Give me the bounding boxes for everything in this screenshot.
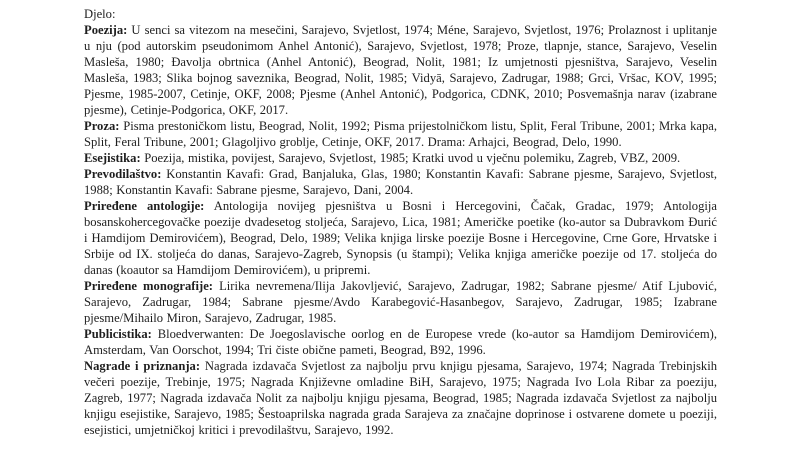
paragraph-label: Publicistika: bbox=[84, 327, 152, 341]
paragraph-prevodilastvo bbox=[84, 166, 717, 198]
paragraph-text: Pisma prestoničkom listu, Beograd, Nolit, 1992; Pisma prijestolničkom listu, Split, Feral Tribune, 2001; Mrka kapa, Split, Feral Tribune, 2001; Glagoljivo groblje, Cetinje, OKF, 2017. Drama: Arhajci, Beograd, Delo, 1990. bbox=[84, 119, 717, 149]
paragraph-proza bbox=[84, 118, 717, 150]
paragraph-label: Esejistika: bbox=[84, 151, 141, 165]
paragraph-text: Antologija novijeg pjesništva u Bosni i Hercegovini, Čačak, Gradac, 1979; Antologija bosanskohercegovačke poezije dvadesetog stoljeća, Sarajevo, Lica, 1981; Američke poetike (ko-autor sa Dubravkom Đurić i Hamdijom Demirovićem), Beograd, Delo, 1989; Velika knjiga lirske poezije Bosne i Hercegovine, Crne Gore, Hrvatske i Srbije od IX. stoljeća do danas, Sarajevo-Zagreb, Synopsis (u štampi); Velika knjiga američke poezije od 17. stoljeća do danas (koautor sa Hamdijom Demirovićem), u pripremi. bbox=[84, 199, 717, 277]
paragraph-label: Priređene monografije: bbox=[84, 279, 213, 293]
paragraph-text: U senci sa vitezom na mesečini, Sarajevo, Svjetlost, 1974; Méne, Sarajevo, Svjetlost, 1976; Prolaznost i uplitanje u nju (pod autorskim pseudonimom Anhel Antonić), Sarajevo, Svjetlost, 1978; Proze, tlapnje, stance, Sarajevo, Veselin Masleša, 1980; Đavolja obrtnica (Anhel Antonić), Beograd, Nolit, 1981; Iz umjetnosti pjesništva, Sarajevo, Veselin Masleša, 1983; Slika bojnog saveznika, Beograd, Nolit, 1985; Vidyā, Sarajevo, Zadrugar, 1988; Grci, Vršac, KOV, 1995; Pjesme, 1985-2007, Cetinje, OKF, 2008; Pjesme (Anhel Antonić), Podgorica, CDNK, 2010; Posvemašnja narav (izabrane pjesme), Cetinje-Podgorica, OKF, 2017. bbox=[84, 23, 717, 117]
bibliography-text-block bbox=[84, 6, 717, 438]
section-heading: Djelo: bbox=[84, 7, 116, 21]
paragraph-label: Proza: bbox=[84, 119, 120, 133]
paragraph-poezija bbox=[84, 22, 717, 118]
paragraph-label: Nagrade i priznanja: bbox=[84, 359, 201, 373]
paragraph-label: Prevodilaštvo: bbox=[84, 167, 162, 181]
paragraph-publicistika bbox=[84, 326, 717, 358]
paragraph-priredjene-antologije bbox=[84, 198, 717, 278]
paragraph-text: Poezija, mistika, povijest, Sarajevo, Svjetlost, 1985; Kratki uvod u vječnu polemiku, Zagreb, VBZ, 2009. bbox=[140, 151, 681, 165]
paragraph-esejistika bbox=[84, 150, 717, 166]
paragraph-label: Priređene antologije: bbox=[84, 199, 205, 213]
paragraph-label: Poezija: bbox=[84, 23, 128, 37]
paragraph-priredjene-monografije bbox=[84, 278, 717, 326]
paragraph-nagrade-i-priznanja bbox=[84, 358, 717, 438]
paragraph-text: Bloedverwanten: De Joegoslavische oorlog en de Europese vrede (ko-autor sa Hamdijom Demirovićem), Amsterdam, Van Oorschot, 1994; Tri čiste obične pameti, Beograd, B92, 1996. bbox=[84, 327, 717, 357]
paragraph-text: Lirika nevremena/Ilija Jakovljević, Sarajevo, Zadrugar, 1982; Sabrane pjesme/ Atif Ljubović, Sarajevo, Zadrugar, 1984; Sabrane pjesme/Avdo Karabegović-Hasanbegov, Sarajevo, Zadrugar, 1985; Izabrane pjesme/Mihailo Miron, Sarajevo, Zadrugar, 1985. bbox=[84, 279, 718, 325]
paragraph-text: Nagrada izdavača Svjetlost za najbolju prvu knjigu pjesama, Sarajevo, 1974; Nagrada Trebinjskih večeri poezije, Trebinje, 1975; Nagrada Književne omladine BiH, Sarajevo, 1975; Nagrada Ivo Lola Ribar za poeziju, Zagreb, 1977; Nagrada izdavača Nolit za najbolju knjigu pjesama, Beograd, 1985; Nagrada izdavača Svjetlost za najbolju knjigu esejistike, Sarajevo, 1985; Šestoaprilska nagrada grada Sarajeva za značajne doprinose i ostvarene domete u poeziji, esejistici, umjetničkoj kritici i prevodilaštvu, Sarajevo, 1992. bbox=[84, 359, 717, 437]
paragraph-text: Konstantin Kavafi: Grad, Banjaluka, Glas, 1980; Konstantin Kavafi: Sabrane pjesme, Sarajevo, Svjetlost, 1988; Konstantin Kavafi: Sabrane pjesme, Sarajevo, Dani, 2004. bbox=[84, 167, 717, 197]
